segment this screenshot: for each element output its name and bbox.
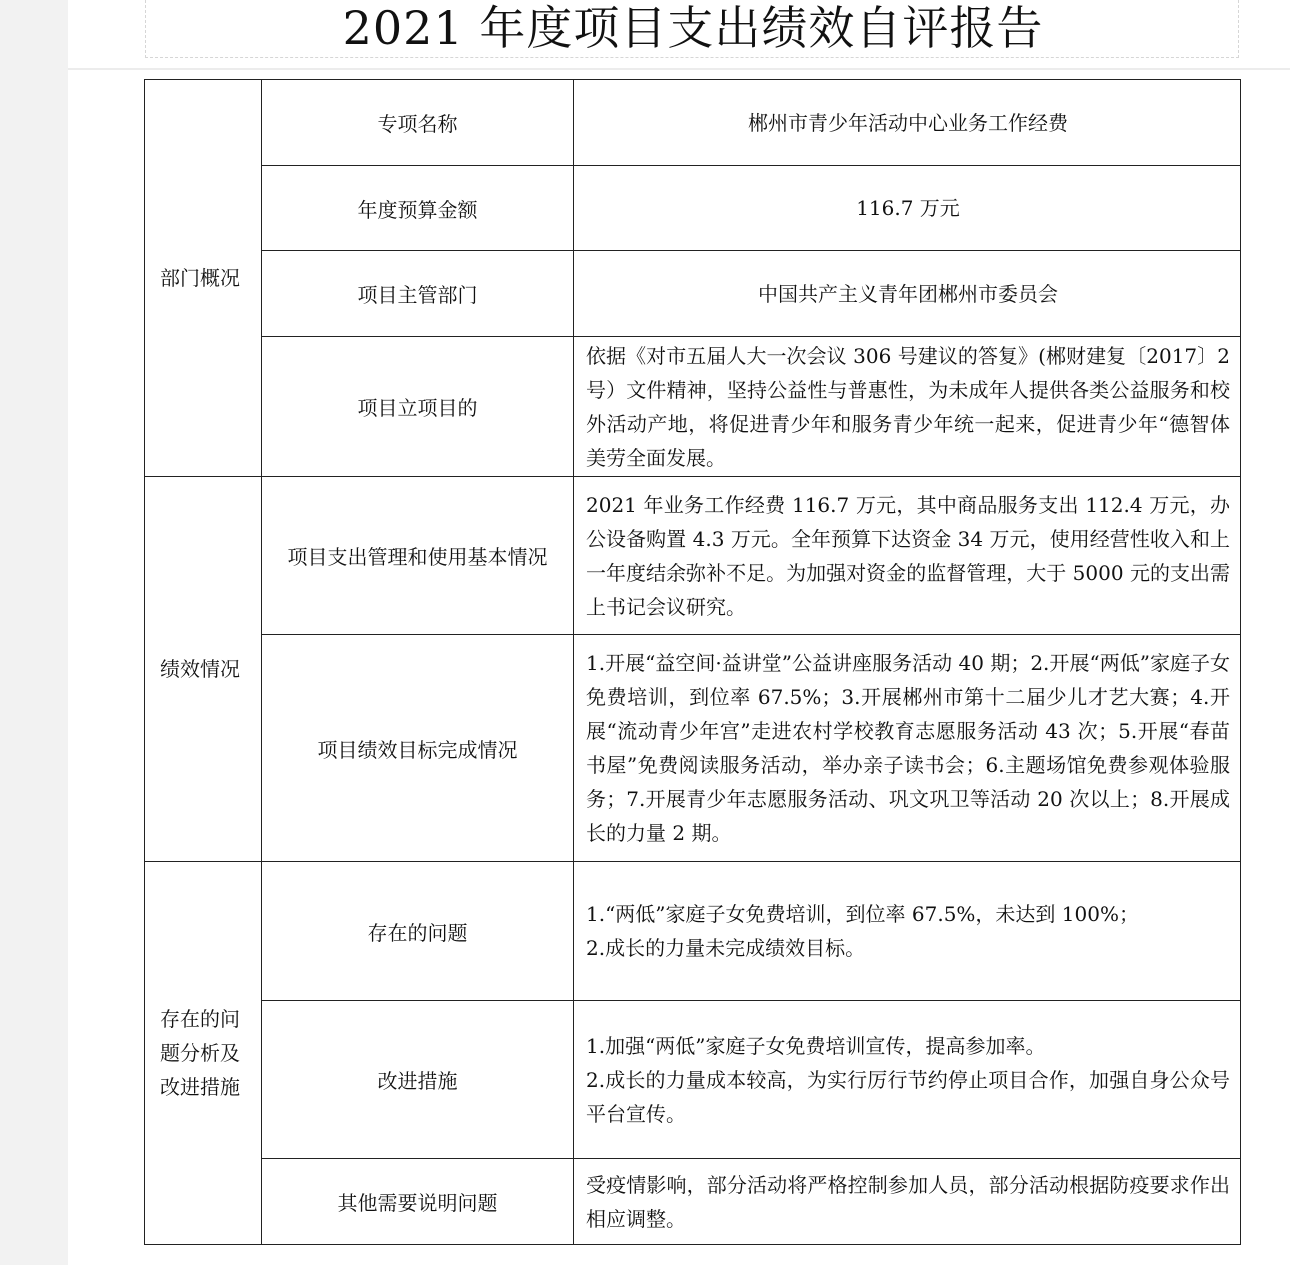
report-title: 2021 年度项目支出绩效自评报告 [342,1,1044,55]
row-label-goals: 项目绩效目标完成情况 [262,635,574,862]
row-value-project-name: 郴州市青少年活动中心业务工作经费 [574,80,1241,166]
improvement-line: 1.加强“两低”家庭子女免费培训宣传，提高参加率。 [586,1033,1046,1058]
title-box [145,0,1239,58]
row-label-expenditure: 项目支出管理和使用基本情况 [262,477,574,635]
section-overview: 部门概况 [145,80,262,477]
row-value-goals: 1.开展“益空间·益讲堂”公益讲座服务活动 40 期；2.开展“两低”家庭子女免费培训，到位率 67.5%；3.开展郴州市第十二届少儿才艺大赛；4.开展“流动青少年宫”走进农村学校教育志愿服务活动 43 次；5.开展“春苗书屋”免费阅读服务活动，举办亲子读书会；6.主题场馆免费参观体验服务；7.开展青少年志愿服务活动、巩文巩卫等活动 20 次以上；8.开展成长的力量 2 期。 [574,635,1241,862]
row-label-other: 其他需要说明问题 [262,1159,574,1245]
improvement-line: 2.成长的力量成本较高，为实行厉行节约停止项目合作，加强自身公众号平台宣传。 [586,1067,1230,1126]
issue-line: 1.“两低”家庭子女免费培训，到位率 67.5%，未达到 100%； [586,902,1139,926]
row-label-annual-budget: 年度预算金额 [262,166,574,251]
title-divider [68,68,1290,70]
table-row [145,635,1241,862]
table-row [145,477,1241,635]
table-row [145,1001,1241,1159]
row-label-project-name: 专项名称 [262,80,574,166]
row-value-department: 中国共产主义青年团郴州市委员会 [574,251,1241,337]
table-row [145,80,1241,166]
table-row [145,166,1241,251]
row-value-improvements [574,1001,1241,1159]
row-value-issues [574,862,1241,1001]
row-label-purpose: 项目立项目的 [262,337,574,477]
row-label-department: 项目主管部门 [262,251,574,337]
section-problems: 存在的问题分析及改进措施 [145,862,262,1245]
row-label-improvements: 改进措施 [262,1001,574,1159]
table-row [145,337,1241,477]
table-row [145,251,1241,337]
section-performance: 绩效情况 [145,477,262,862]
row-value-other: 受疫情影响，部分活动将严格控制参加人员，部分活动根据防疫要求作出相应调整。 [574,1159,1241,1245]
row-value-annual-budget: 116.7 万元 [574,166,1241,251]
row-value-expenditure: 2021 年业务工作经费 116.7 万元，其中商品服务支出 112.4 万元，办公设备购置 4.3 万元。全年预算下达资金 34 万元，使用经营性收入和上一年度结余弥补不足。为加强对资金的监督管理，大于 5000 元的支出需上书记会议研究。 [574,477,1241,635]
table-row [145,1159,1241,1245]
document-page [68,0,1290,1265]
table-row [145,862,1241,1001]
row-value-purpose: 依据《对市五届人大一次会议 306 号建议的答复》(郴财建复〔2017〕2 号）文件精神，坚持公益性与普惠性，为未成年人提供各类公益服务和校外活动产地，将促进青少年和服务青少年统一起来，促进青少年“德智体美劳全面发展。 [574,337,1241,477]
row-label-issues: 存在的问题 [262,862,574,1001]
issue-line: 2.成长的力量未完成绩效目标。 [586,936,866,960]
report-table [144,79,1241,1245]
